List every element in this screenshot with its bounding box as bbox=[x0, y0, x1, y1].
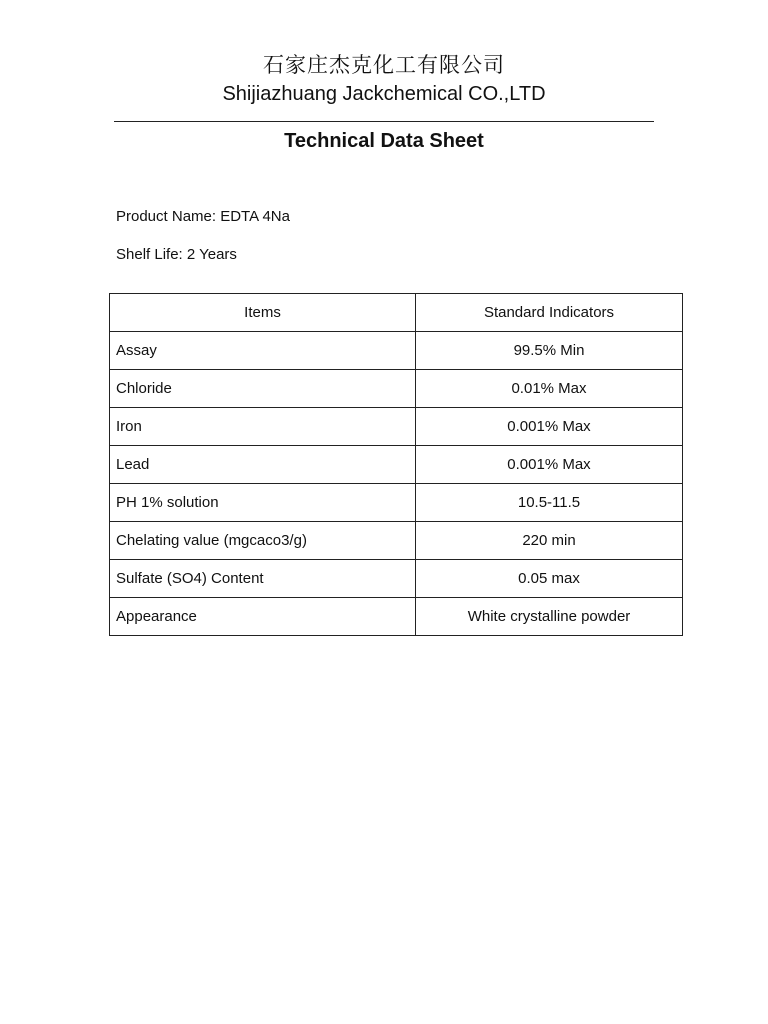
table-row bbox=[110, 484, 683, 522]
table-row bbox=[110, 560, 683, 598]
item-cell: Iron bbox=[110, 408, 416, 446]
item-cell: Lead bbox=[110, 446, 416, 484]
table-row bbox=[110, 332, 683, 370]
standard-cell: 10.5-11.5 bbox=[416, 484, 683, 522]
item-cell: PH 1% solution bbox=[110, 484, 416, 522]
company-name-chinese: 石家庄杰克化工有限公司 bbox=[263, 53, 505, 77]
table-row bbox=[110, 446, 683, 484]
document-title: Technical Data Sheet bbox=[284, 130, 484, 152]
header-divider bbox=[114, 121, 654, 122]
shelf-life-line: Shelf Life: 2 Years bbox=[116, 246, 237, 263]
item-cell: Appearance bbox=[110, 598, 416, 636]
header-standard-indicators: Standard Indicators bbox=[416, 294, 683, 332]
standard-cell: 220 min bbox=[416, 522, 683, 560]
item-cell: Sulfate (SO4) Content bbox=[110, 560, 416, 598]
header-items: Items bbox=[110, 294, 416, 332]
standard-cell: 0.01% Max bbox=[416, 370, 683, 408]
specification-table bbox=[109, 293, 683, 636]
table-row bbox=[110, 598, 683, 636]
standard-cell: 0.001% Max bbox=[416, 408, 683, 446]
item-cell: Chelating value (mgcaco3/g) bbox=[110, 522, 416, 560]
standard-cell: 0.001% Max bbox=[416, 446, 683, 484]
table-row bbox=[110, 522, 683, 560]
product-name-line: Product Name: EDTA 4Na bbox=[116, 208, 290, 225]
standard-cell: 99.5% Min bbox=[416, 332, 683, 370]
company-name-english: Shijiazhuang Jackchemical CO.,LTD bbox=[222, 83, 546, 105]
table-header-row bbox=[110, 294, 683, 332]
standard-cell: White crystalline powder bbox=[416, 598, 683, 636]
table-row bbox=[110, 370, 683, 408]
standard-cell: 0.05 max bbox=[416, 560, 683, 598]
table-row bbox=[110, 408, 683, 446]
item-cell: Chloride bbox=[110, 370, 416, 408]
item-cell: Assay bbox=[110, 332, 416, 370]
